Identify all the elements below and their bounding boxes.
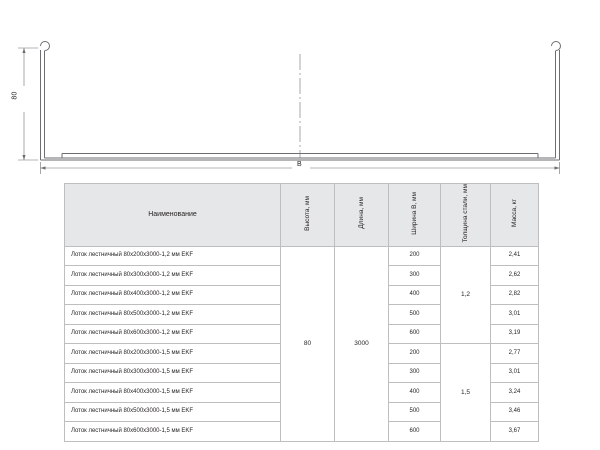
cell-name: Лоток лестничный 80х300х3000-1,5 мм EKF: [65, 363, 281, 383]
cell-mass: 2,77: [491, 344, 539, 364]
header-width-text: Ширина B, мм: [410, 191, 418, 235]
cell-mass: 2,62: [491, 266, 539, 286]
cell-width: 600: [389, 324, 441, 344]
header-length-text: Длина, мм: [357, 197, 365, 230]
cell-width: 400: [389, 383, 441, 403]
height-dimension-label: 80: [11, 91, 19, 100]
cell-thickness-merged-2: 1,5: [441, 344, 491, 442]
cell-name: Лоток лестничный 80х200х3000-1,2 мм EKF: [65, 246, 281, 266]
header-name: Наименование: [65, 184, 281, 247]
cell-width: 500: [389, 402, 441, 422]
header-thickness: [441, 184, 491, 247]
left-hook-icon: [41, 42, 50, 51]
header-length: [335, 184, 389, 247]
cell-width: 400: [389, 285, 441, 305]
cell-mass: 3,01: [491, 305, 539, 325]
cell-width: 500: [389, 305, 441, 325]
cell-width: 300: [389, 363, 441, 383]
cell-name: Лоток лестничный 80х300х3000-1,2 мм EKF: [65, 266, 281, 286]
specification-table: [64, 183, 539, 442]
cell-mass: 3,01: [491, 363, 539, 383]
cell-mass: 3,67: [491, 422, 539, 442]
cell-mass: 3,24: [491, 383, 539, 403]
cell-mass: 2,82: [491, 285, 539, 305]
cell-mass: 3,19: [491, 324, 539, 344]
cell-width: 300: [389, 266, 441, 286]
right-hook-icon: [552, 42, 561, 51]
header-height-text: Высота, мм: [303, 195, 311, 231]
tray-cross-section-drawing: [0, 0, 600, 180]
cell-mass: 3,46: [491, 402, 539, 422]
cell-width: 200: [389, 344, 441, 364]
cell-width: 600: [389, 422, 441, 442]
header-mass: [491, 184, 539, 247]
cell-name: Лоток лестничный 80х600х3000-1,5 мм EKF: [65, 422, 281, 442]
cell-name: Лоток лестничный 80х400х3000-1,5 мм EKF: [65, 383, 281, 403]
cell-name: Лоток лестничный 80х500х3000-1,2 мм EKF: [65, 305, 281, 325]
cell-name: Лоток лестничный 80х200х3000-1,5 мм EKF: [65, 344, 281, 364]
cell-thickness-merged-1: 1,2: [441, 246, 491, 344]
specification-table-wrapper: [64, 183, 538, 442]
cell-name: Лоток лестничный 80х400х3000-1,2 мм EKF: [65, 285, 281, 305]
header-height: [281, 184, 335, 247]
header-width: [389, 184, 441, 247]
cell-length-merged: 3000: [335, 246, 389, 441]
table-header-row: [65, 184, 539, 247]
cell-mass: 2,41: [491, 246, 539, 266]
cell-name: Лоток лестничный 80х600х3000-1,2 мм EKF: [65, 324, 281, 344]
cell-name: Лоток лестничный 80х500х3000-1,5 мм EKF: [65, 402, 281, 422]
header-thickness-text: Толщина стали, мм: [461, 184, 469, 243]
header-mass-text: Масса, кг: [510, 199, 518, 228]
width-dimension-label: B: [297, 161, 302, 168]
cell-height-merged: 80: [281, 246, 335, 441]
table-row: [65, 246, 539, 266]
cell-width: 200: [389, 246, 441, 266]
height-dimension: [18, 48, 38, 160]
